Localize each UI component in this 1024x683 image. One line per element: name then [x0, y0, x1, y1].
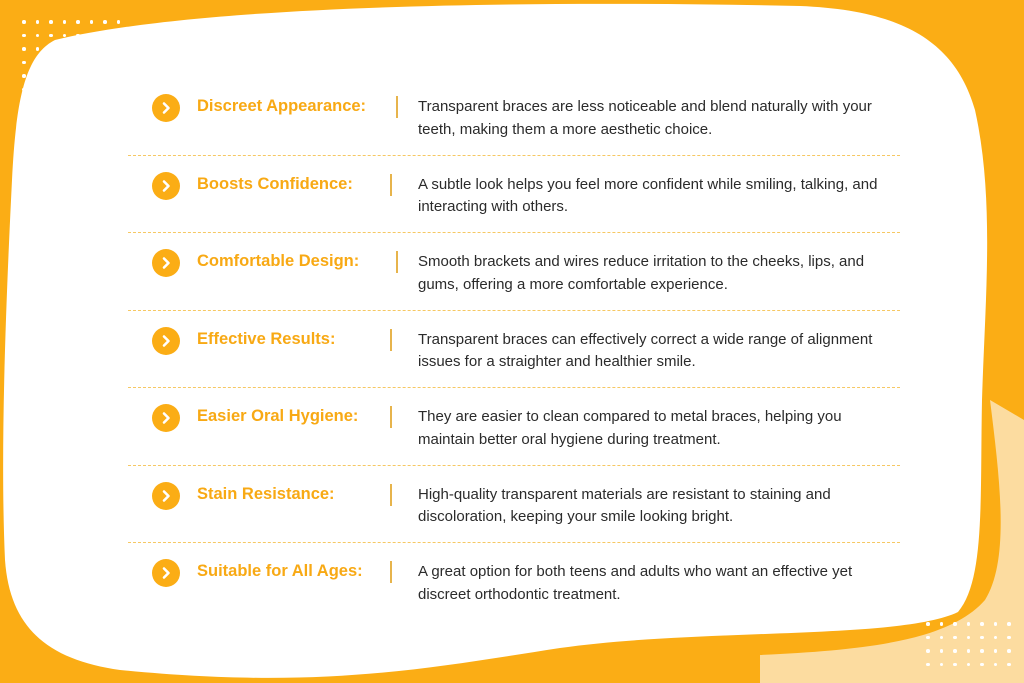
vertical-divider — [390, 484, 392, 506]
benefit-row — [128, 233, 900, 311]
benefits-list — [128, 78, 900, 621]
pattern-dot — [90, 61, 94, 65]
pattern-dot — [49, 88, 53, 92]
pattern-dot — [76, 34, 80, 38]
pattern-dot — [36, 74, 40, 78]
benefit-title: Suitable for All Ages: — [197, 562, 363, 580]
pattern-dot — [76, 88, 80, 92]
pattern-dot — [994, 622, 998, 626]
benefit-description: They are easier to clean compared to metal braces, helping you maintain better oral hygiene during treatment. — [418, 408, 842, 448]
pattern-dot — [103, 20, 107, 24]
benefit-row — [128, 78, 900, 156]
pattern-dot — [90, 88, 94, 92]
benefit-title: Effective Results: — [197, 329, 336, 348]
pattern-dot — [22, 88, 26, 92]
pattern-dot — [994, 663, 998, 667]
pattern-dot — [940, 636, 944, 640]
pattern-dot — [49, 61, 53, 65]
chevron-right-icon — [152, 327, 180, 355]
benefit-title: Boosts Confidence: — [197, 174, 353, 193]
pattern-dot — [49, 74, 53, 78]
pattern-dot — [940, 649, 944, 653]
pattern-dot — [940, 663, 944, 667]
vertical-divider — [396, 251, 398, 273]
pattern-dot — [103, 47, 107, 51]
vertical-divider — [390, 406, 392, 428]
chevron-right-icon — [152, 482, 180, 510]
pattern-dot — [22, 74, 26, 78]
chevron-right-icon — [152, 172, 180, 200]
pattern-dot — [76, 74, 80, 78]
pattern-dot — [117, 61, 121, 65]
pattern-dot — [980, 649, 984, 653]
pattern-dot — [926, 636, 930, 640]
benefit-description: Transparent braces can effectively correct a wide range of alignment issues for a straighter and healthier smile. — [418, 330, 873, 370]
pattern-dot — [940, 622, 944, 626]
pattern-dot — [926, 622, 930, 626]
pattern-dot — [90, 74, 94, 78]
dot-grid-bottom-right — [926, 622, 1011, 666]
benefit-title: Stain Resistance: — [197, 484, 335, 503]
pattern-dot — [22, 34, 26, 38]
pattern-dot — [76, 47, 80, 51]
benefit-title: Easier Oral Hygiene: — [197, 407, 359, 425]
chevron-right-icon — [152, 94, 180, 122]
pattern-dot — [117, 20, 121, 24]
pattern-dot — [926, 649, 930, 653]
pattern-dot — [953, 636, 957, 640]
pattern-dot — [967, 663, 971, 667]
pattern-dot — [22, 20, 26, 24]
vertical-divider — [396, 96, 398, 118]
pattern-dot — [63, 74, 67, 78]
pattern-dot — [90, 20, 94, 24]
pattern-dot — [117, 34, 121, 38]
pattern-dot — [117, 88, 121, 92]
pattern-dot — [117, 47, 121, 51]
pattern-dot — [76, 20, 80, 24]
benefit-description: A subtle look helps you feel more confident while smiling, talking, and interacting with others. — [418, 175, 878, 215]
pattern-dot — [63, 20, 67, 24]
pattern-dot — [49, 34, 53, 38]
pattern-dot — [103, 34, 107, 38]
chevron-right-icon — [152, 559, 180, 587]
benefit-row — [128, 466, 900, 544]
benefit-description: Smooth brackets and wires reduce irritation to the cheeks, lips, and gums, offering a more comfortable experience. — [418, 253, 865, 293]
pattern-dot — [103, 88, 107, 92]
pattern-dot — [49, 20, 53, 24]
pattern-dot — [953, 663, 957, 667]
dot-grid-top-left — [22, 20, 120, 91]
pattern-dot — [36, 61, 40, 65]
pattern-dot — [1007, 649, 1011, 653]
benefit-row — [128, 311, 900, 389]
benefit-title: Comfortable Design: — [197, 252, 360, 270]
pattern-dot — [63, 61, 67, 65]
pattern-dot — [1007, 636, 1011, 640]
pattern-dot — [36, 34, 40, 38]
pattern-dot — [76, 61, 80, 65]
pattern-dot — [90, 47, 94, 51]
benefit-row — [128, 388, 900, 466]
pattern-dot — [36, 88, 40, 92]
pattern-dot — [980, 636, 984, 640]
pattern-dot — [967, 622, 971, 626]
benefit-description: A great option for both teens and adults who want an effective yet discreet orthodontic treatment. — [418, 563, 853, 603]
benefit-description: High-quality transparent materials are resistant to staining and discoloration, keeping your smile looking bright. — [418, 485, 831, 525]
pattern-dot — [63, 34, 67, 38]
pattern-dot — [967, 636, 971, 640]
pattern-dot — [980, 663, 984, 667]
chevron-right-icon — [152, 249, 180, 277]
vertical-divider — [390, 174, 392, 196]
vertical-divider — [390, 329, 392, 351]
pattern-dot — [117, 74, 121, 78]
pattern-dot — [980, 622, 984, 626]
pattern-dot — [22, 47, 26, 51]
benefit-row — [128, 543, 900, 621]
pattern-dot — [36, 20, 40, 24]
pattern-dot — [103, 61, 107, 65]
pattern-dot — [36, 47, 40, 51]
pattern-dot — [926, 663, 930, 667]
pattern-dot — [63, 47, 67, 51]
pattern-dot — [1007, 622, 1011, 626]
pattern-dot — [103, 74, 107, 78]
pattern-dot — [953, 649, 957, 653]
pattern-dot — [22, 61, 26, 65]
pattern-dot — [994, 649, 998, 653]
pattern-dot — [967, 649, 971, 653]
pattern-dot — [994, 636, 998, 640]
chevron-right-icon — [152, 404, 180, 432]
pattern-dot — [49, 47, 53, 51]
benefit-description: Transparent braces are less noticeable and blend naturally with your teeth, making them a more aesthetic choice. — [418, 98, 872, 138]
pattern-dot — [1007, 663, 1011, 667]
pattern-dot — [90, 34, 94, 38]
pattern-dot — [63, 88, 67, 92]
benefit-row — [128, 156, 900, 234]
benefit-title: Discreet Appearance: — [197, 97, 367, 115]
vertical-divider — [390, 561, 392, 583]
pattern-dot — [953, 622, 957, 626]
